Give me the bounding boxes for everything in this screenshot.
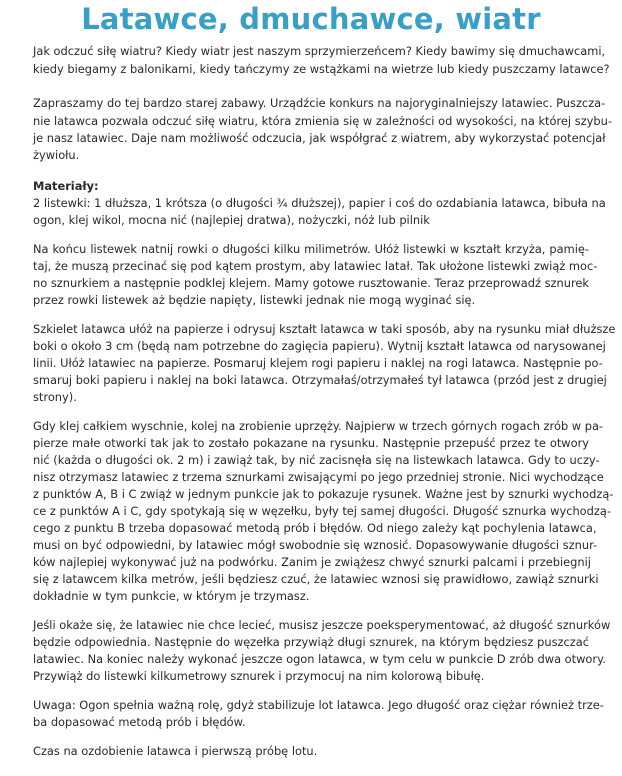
text-line: cego z punktu B trzeba dopasować metodą prób i błędów. Od niego zależy kąt pochylenia latawca,: [33, 521, 597, 535]
text-line: Zapraszamy do tej bardzo starej zabawy. Urządźcie konkurs na najoryginalniejszy latawiec. Puszcza-: [33, 96, 606, 110]
text-line: żywiołu.: [33, 148, 80, 162]
text-line: no sznurkiem a następnie podklej klejem. Mamy gotowe rusztowanie. Teraz przeprowadź sznurek: [33, 276, 589, 290]
text-line: się z latawcem kilka metrów, jeśli będziesz czuć, że latawiec wznosi się prawidłowo, zawiąż sznurki: [33, 572, 599, 586]
text-line: musi on być odpowiedni, by latawiec mógł swobodnie się wznosić. Dopasowywanie długości sznur-: [33, 538, 598, 552]
text-line: Szkielet latawca ułóż na papierze i odrysuj kształt latawca w taki sposób, aby na rysunku miał dłuższe: [33, 322, 616, 336]
text-line: Na końcu listewek natnij rowki o długości kilku milimetrów. Ułóż listewki w kształt krzyża, pamię-: [33, 242, 589, 256]
text-line: z punktów A, B i C zwiąż w jednym punkcie jak to pokazuje rysunek. Ważne jest by sznurki wychodzą-: [33, 487, 614, 501]
text-line: będzie odpowiednia. Następnie do węzełka przywiąż długi sznurek, na którym będziesz puszczać: [33, 635, 589, 649]
text-line: ków najlepiej wykonywać już na podwórku. Zanim je zwiążesz chwyć sznurki palcami i przebiegnij: [33, 555, 591, 569]
text-line: ce z punktów A i C, gdy spotykają się w węzełku, były tej samej długości. Długość sznurka wychodzą-: [33, 504, 611, 518]
text-line: je nasz latawiec. Daje nam możliwość odczucia, jak współgrać z wiatrem, aby wykorzystać potencjał: [33, 131, 606, 145]
text-line: smaruj boki papieru i naklej na boki latawca. Otrzymałaś/otrzymałeś tył latawca (przód jest z drugiej: [33, 373, 607, 387]
note-line: Uwaga: Ogon spełnia ważną rolę, gdyż stabilizuje lot latawca. Jego długość oraz ciężar również trze-: [33, 698, 604, 712]
text-line: Czas na ozdobienie latawca i pierwszą próbę lotu.: [33, 744, 318, 758]
text-line: latawiec. Na koniec należy wykonać jeszcze ogon latawca, w tym celu w punkcie D zrób dwa otwory.: [33, 652, 606, 666]
note-line: ba dopasować metodą prób i błędów.: [33, 715, 246, 729]
text-line: linii. Ułóż latawiec na papierze. Posmaruj klejem rogi papieru i naklej na rogi latawca. Następnie po-: [33, 356, 603, 370]
text-line: Jak odczuć siłę wiatru? Kiedy wiatr jest naszym sprzymierzeńcem? Kiedy bawimy się dmuchawcami,: [33, 44, 606, 58]
text-line: dokładnie w tym punkcie, w którym je trzymasz.: [33, 589, 310, 603]
text-line: Gdy klej całkiem wyschnie, kolej na zrobienie uprzęży. Najpierw w trzech górnych rogach zrób w pa-: [33, 419, 604, 433]
text-line: pierze małe otworki tak jak to zostało pokazane na rysunku. Następnie przepuść przez te otwory: [33, 436, 589, 450]
text-line: Przywiąż do listewki kilkumetrowy sznurek i przymocuj na nim kolorową bibułę.: [33, 669, 485, 683]
text-line: strony).: [33, 390, 77, 404]
text-line: nić (każda o długości ok. 2 m) i zawiąż tak, by nić zacisnęła się na listewkach latawca. Gdy to uczy-: [33, 453, 600, 467]
text-line: przez rowki listewek aż będzie napięty, listewki jednak nie mogą wyginać się.: [33, 293, 476, 307]
text-line: boki o około 3 cm (będą nam potrzebne do zagięcia papieru). Wytnij kształt latawca od narysowanej: [33, 339, 606, 353]
text-line: kiedy biegamy z balonikami, kiedy tańczymy ze wstążkami na wietrze lub kiedy puszczamy latawce?: [33, 62, 610, 76]
text-line: nie latawca pozwala odczuć siłę wiatru, która zmienia się w zależności od wysokości, na której szybu-: [33, 114, 612, 128]
text-line: nisz otrzymasz latawiec z trzema sznurkami zwisającymi po jego przedniej stronie. Nici wychodzące: [33, 470, 604, 484]
text-line: 2 listewki: 1 dłuższa, 1 krótsza (o długości ¾ dłuższej), papier i coś do ozdabiania latawca, bibuła na: [33, 196, 606, 210]
page-title: Latawce, dmuchawce, wiatr: [81, 2, 541, 36]
text-line: ogon, klej wikol, mocna nić (najlepiej dratwa), nożyczki, nóż lub pilnik: [33, 213, 430, 227]
materials-heading: Materiały:: [33, 179, 99, 193]
text-line: Jeśli okaże się, że latawiec nie chce lecieć, musisz jeszcze poeksperymentować, aż długość sznurków: [33, 618, 611, 632]
text-line: taj, że muszą przecinać się pod kątem prostym, aby latawiec latał. Tak ułożone listewki zwiąż moc-: [33, 259, 598, 273]
